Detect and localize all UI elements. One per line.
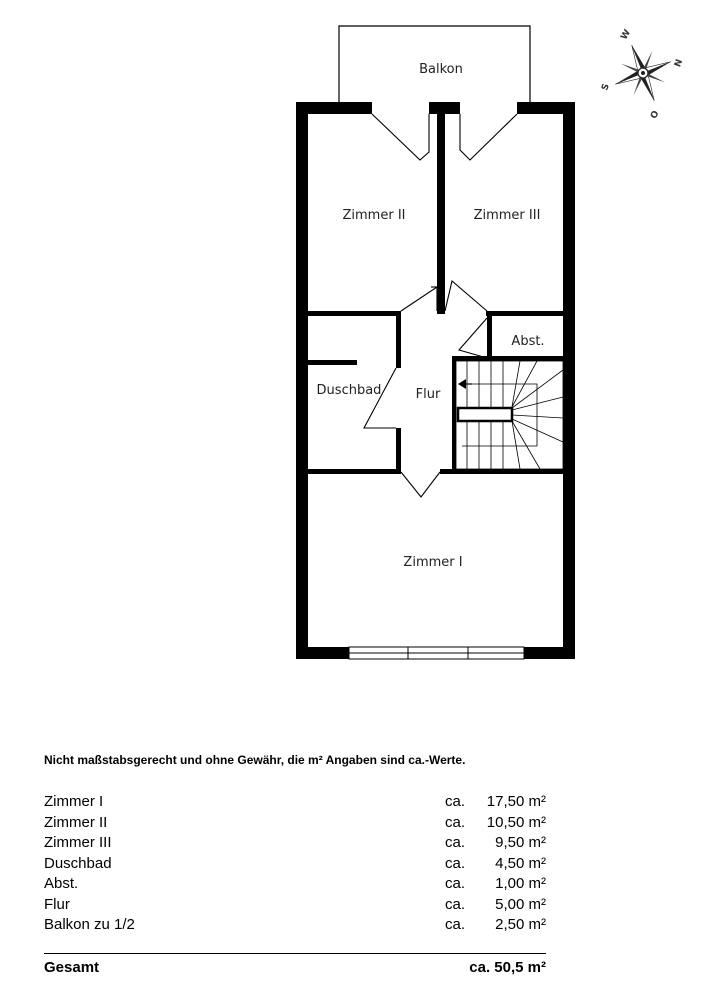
area-name: Flur bbox=[44, 895, 70, 913]
room-label-flur: Flur bbox=[415, 387, 441, 402]
room-label-zimmer-1: Zimmer I bbox=[403, 555, 463, 570]
area-prefix: ca. bbox=[445, 875, 466, 892]
area-name: Abst. bbox=[44, 875, 79, 892]
area-name: Zimmer I bbox=[44, 793, 104, 810]
area-table bbox=[44, 792, 546, 936]
room-label-duschbad: Duschbad bbox=[316, 383, 382, 398]
compass-rose-icon bbox=[604, 34, 682, 112]
area-value: 4,50 m² bbox=[495, 854, 546, 872]
area-row-zimmer-3 bbox=[44, 833, 546, 854]
area-name: Zimmer III bbox=[44, 834, 112, 851]
area-value: 2,50 m² bbox=[495, 916, 546, 933]
room-label-abst: Abst. bbox=[511, 334, 545, 349]
area-prefix: ca. bbox=[445, 813, 466, 831]
total-value: ca. 50,5 m² bbox=[469, 959, 546, 976]
area-prefix: ca. bbox=[445, 895, 466, 913]
compass-letter-w: W bbox=[619, 28, 634, 42]
area-prefix: ca. bbox=[445, 916, 466, 933]
outer-walls bbox=[296, 102, 575, 659]
area-prefix: ca. bbox=[445, 854, 466, 872]
room-label-balkon: Balkon bbox=[419, 62, 463, 77]
area-value: 17,50 m² bbox=[486, 793, 546, 810]
compass-letter-o: O bbox=[649, 109, 662, 121]
area-name: Balkon zu 1/2 bbox=[44, 916, 135, 933]
disclaimer-note: Nicht maßstabsgerecht und ohne Gewähr, die m² Angaben sind ca.-Werte. bbox=[44, 753, 466, 767]
staircase bbox=[456, 361, 563, 469]
window-bottom bbox=[349, 647, 524, 659]
total-row bbox=[44, 957, 546, 979]
area-row-flur bbox=[44, 895, 546, 916]
area-value: 10,50 m² bbox=[486, 813, 546, 831]
compass-letter-n: N bbox=[673, 58, 686, 69]
room-label-zimmer-3: Zimmer III bbox=[473, 208, 541, 223]
area-value: 1,00 m² bbox=[495, 875, 546, 892]
area-name: Duschbad bbox=[44, 854, 112, 872]
area-row-balkon bbox=[44, 915, 546, 936]
interior-walls bbox=[308, 114, 563, 474]
area-value: 9,50 m² bbox=[495, 834, 546, 851]
total-label: Gesamt bbox=[44, 959, 100, 976]
area-row-duschbad bbox=[44, 854, 546, 875]
area-row-zimmer-1 bbox=[44, 792, 546, 813]
area-row-abst bbox=[44, 874, 546, 895]
area-row-zimmer-2 bbox=[44, 813, 546, 834]
area-value: 5,00 m² bbox=[495, 895, 546, 913]
compass-letter-s: S bbox=[600, 82, 612, 93]
area-name: Zimmer II bbox=[44, 813, 108, 831]
area-prefix: ca. bbox=[445, 834, 466, 851]
room-label-zimmer-2: Zimmer II bbox=[342, 208, 406, 223]
total-divider bbox=[44, 953, 546, 954]
area-prefix: ca. bbox=[445, 793, 466, 810]
